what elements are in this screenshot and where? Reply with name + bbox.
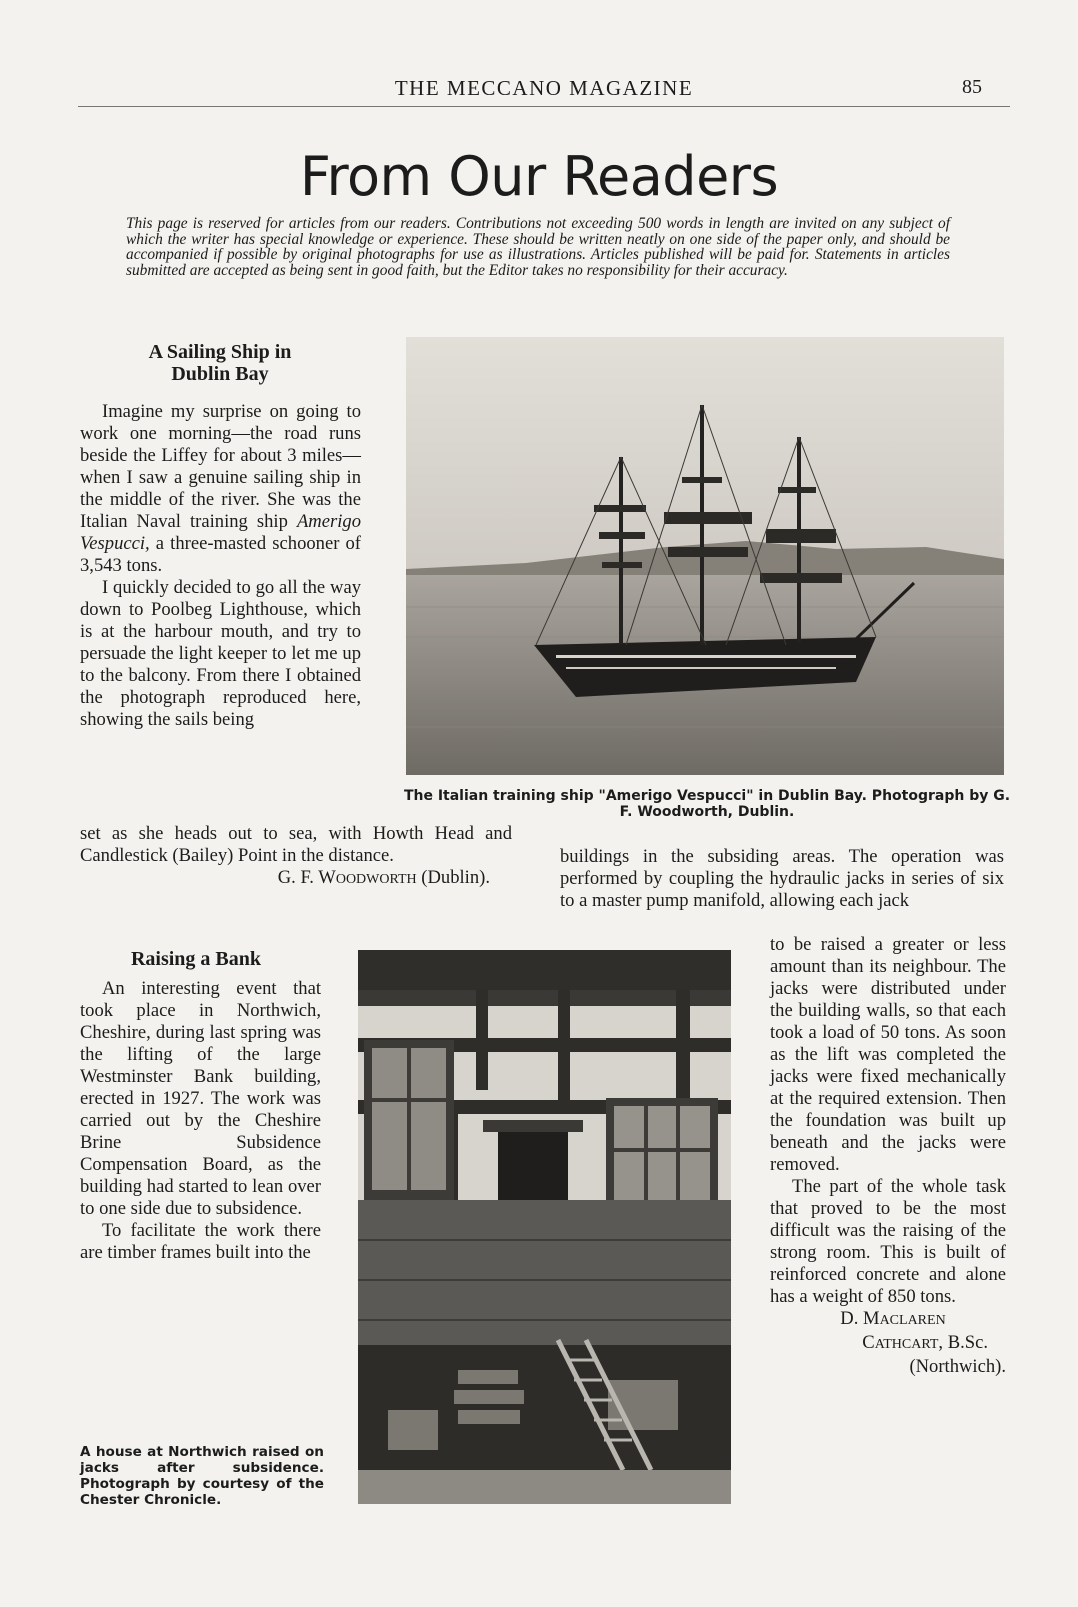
article1-author: G. F. WOODWORTH (Dublin). bbox=[277, 867, 490, 888]
article2-author-line2: CATHCART, B.Sc. bbox=[862, 1332, 988, 1353]
article2-right-column bbox=[770, 934, 1006, 1378]
article2-para1: An interesting event that took place in Northwich, Cheshire, during last spring was the lifting of the large Westminster Bank building, erected in 1927. The work was carried out by the Cheshire Brine Subsidence Compensation Board, as the building had started to lean over to one side due to subsidence. bbox=[80, 978, 321, 1219]
page-number: 85 bbox=[962, 76, 982, 98]
article2-heading: Raising a Bank bbox=[130, 948, 262, 970]
ship-photo-caption: The Italian training ship "Amerigo Vespucci" in Dublin Bay. Photograph by G. F. Woodworth, Dublin. bbox=[403, 788, 1011, 820]
article1-para2: I quickly decided to go all the way down to Poolbeg Lighthouse, which is at the harbour mouth, and try to persuade the light keeper to let me up to the balcony. From there I obtained the photograph reproduced here, showing the sails being bbox=[80, 577, 361, 730]
article1-heading-line1: A Sailing Ship in bbox=[148, 341, 292, 363]
article2-para-continued: buildings in the subsiding areas. The operation was performed by coupling the hydraulic jacks in series of six to a master pump manifold, allowing each jack bbox=[560, 846, 1004, 911]
ship-name: Amerigo Vespucci, bbox=[80, 511, 361, 554]
ship-illustration bbox=[406, 337, 1004, 775]
article2-author-line1: D. MACLAREN bbox=[840, 1308, 946, 1329]
bank-building-illustration bbox=[358, 950, 731, 1504]
bank-photo-caption: A house at Northwich raised on jacks after subsidence. Photograph by courtesy of the Chester Chronicle. bbox=[80, 1444, 324, 1508]
article1-para1-end: a three-masted schooner of 3,543 tons. bbox=[80, 533, 361, 576]
article1-para1 bbox=[80, 401, 361, 577]
article1-para2-continued: set as she heads out to sea, with Howth Head and Candlestick (Bailey) Point in the distance. bbox=[80, 823, 512, 866]
bank-photo bbox=[358, 950, 731, 1504]
running-head bbox=[78, 76, 1010, 107]
article1-heading-line2: Dublin Bay bbox=[171, 363, 269, 385]
article2-author-line3: (Northwich). bbox=[909, 1356, 1006, 1377]
magazine-title: THE MECCANO MAGAZINE bbox=[394, 76, 694, 100]
article2-left-column bbox=[80, 978, 321, 1264]
article2-right-top bbox=[560, 846, 1004, 912]
article1-para1-start: Imagine my surprise on going to work one morning—the road runs beside the Liffey for about 3 miles—when I saw a genuine sailing ship in the middle of the river. She was the Italian Naval training ship bbox=[80, 401, 361, 532]
article1-body-wide bbox=[80, 823, 512, 891]
article2-para2: To facilitate the work there are timber frames built into the bbox=[80, 1220, 321, 1263]
page-title: From Our Readers bbox=[299, 145, 779, 208]
article2-para3: The part of the whole task that proved to be the most difficult was the raising of the strong room. This is built of reinforced concrete and alone has a weight of 850 tons. bbox=[770, 1176, 1006, 1307]
article2-para-continued-2: to be raised a greater or less amount than its neighbour. The jacks were distributed under the building walls, so that each took a load of 50 tons. As soon as the lift was completed the jacks were fixed mechanically at the required extension. Then the foundation was built up beneath and the jacks were removed. bbox=[770, 934, 1006, 1175]
intro-text: This page is reserved for articles from our readers. Contributions not exceeding 500 words in length are invited on any subject of which the writer has special knowledge or experience. These should be written neatly on one side of the paper only, and should be accompanied if possible by original photographs for use as illustrations. Articles published will be paid for. Statements in articles submitted are accepted as being sent in good faith, but the Editor takes no responsibility for their accuracy. bbox=[126, 215, 950, 279]
article1-heading bbox=[80, 341, 360, 385]
article1-body-narrow bbox=[80, 401, 361, 731]
ship-photo bbox=[406, 337, 1004, 775]
